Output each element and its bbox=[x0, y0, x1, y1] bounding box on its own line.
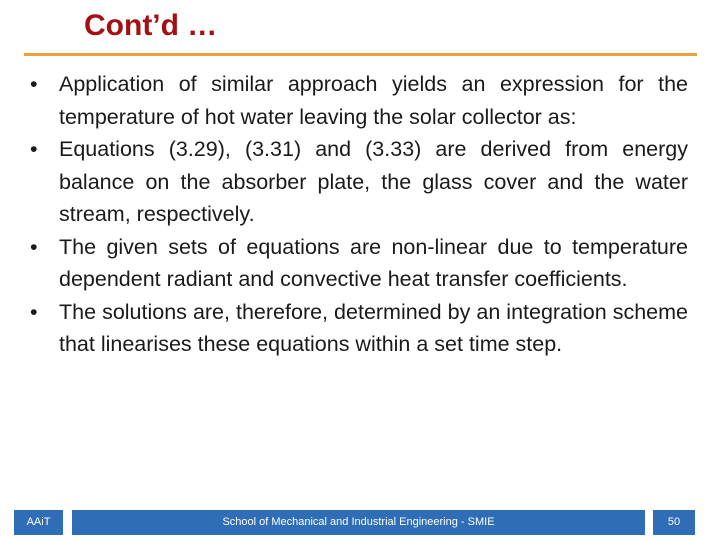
footer-school-label: School of Mechanical and Industrial Engineering - SMIE bbox=[72, 510, 645, 535]
footer-institution-label: AAiT bbox=[14, 510, 63, 535]
bullet-text: The given sets of equations are non-linear due to temperature dependent radiant and convective heat transfer coefficients. bbox=[59, 234, 688, 291]
footer-page-number: 50 bbox=[653, 510, 695, 535]
bullet-text: The solutions are, therefore, determined by an integration scheme that linearises these equations within a set time step. bbox=[59, 299, 688, 356]
bullet-icon: • bbox=[30, 72, 38, 96]
bullet-text: Equations (3.29), (3.31) and (3.33) are derived from energy balance on the absorber plate, the glass cover and the water stream, respectively. bbox=[59, 137, 688, 226]
bullet-item bbox=[30, 296, 688, 361]
bullet-item bbox=[30, 231, 688, 296]
bullet-item bbox=[30, 133, 688, 231]
bullet-list bbox=[30, 68, 688, 361]
bullet-text: Application of similar approach yields an expression for the temperature of hot water leaving the solar collector as: bbox=[59, 72, 688, 129]
bullet-item bbox=[30, 68, 688, 133]
bullet-icon: • bbox=[30, 234, 38, 259]
slide-title: Cont’d … bbox=[84, 9, 218, 42]
bullet-icon: • bbox=[30, 137, 38, 161]
title-divider bbox=[24, 53, 697, 56]
bullet-icon: • bbox=[30, 299, 38, 324]
